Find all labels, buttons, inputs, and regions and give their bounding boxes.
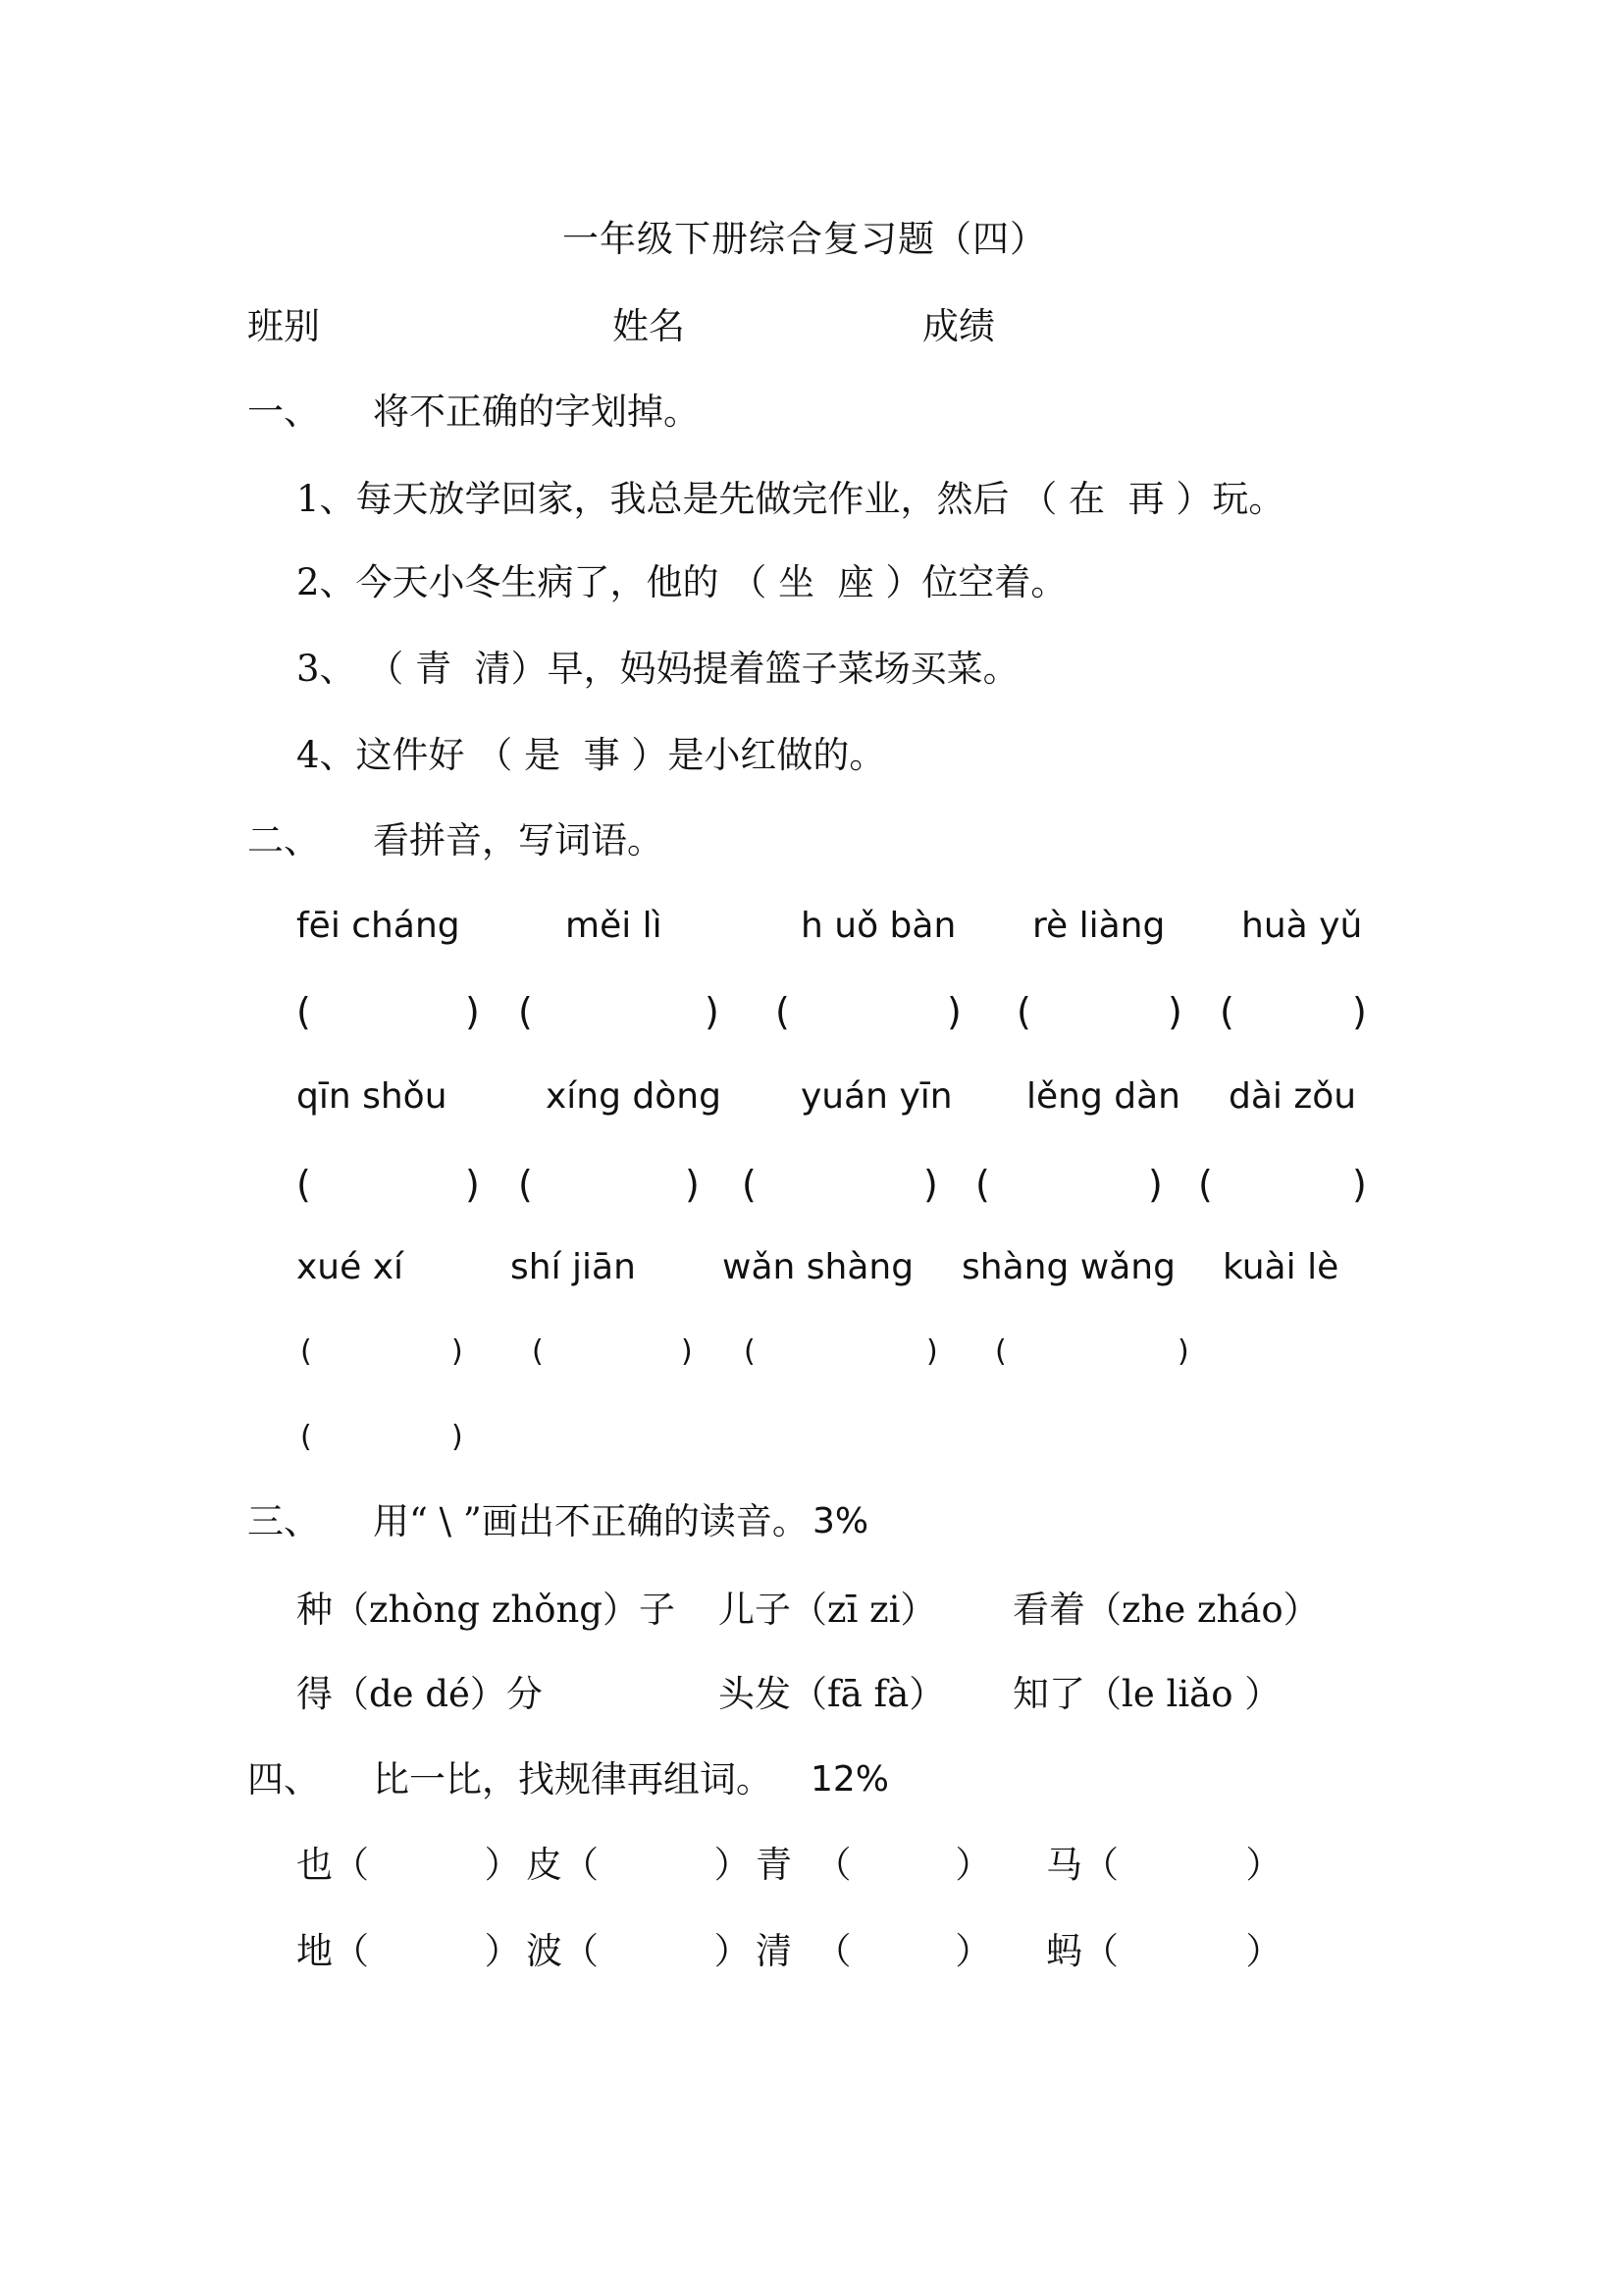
reading-item: 头发（fā fà） [718, 1673, 946, 1715]
answer-blank-close: ) [465, 1163, 480, 1206]
reading-item: 儿子（zī zi） [718, 1589, 937, 1631]
pinyin-word: huà yǔ [1241, 906, 1363, 946]
name-label: 姓名 [612, 305, 685, 347]
answer-blank-open[interactable]: ( [300, 1334, 312, 1369]
score-label: 成绩 [922, 305, 995, 347]
section3-heading: 用“ \ ”画出不正确的读音。 [373, 1500, 809, 1542]
answer-blank-open[interactable]: ( [532, 1334, 544, 1369]
answer-blank-close: ) [947, 990, 962, 1033]
compare-item[interactable]: 清 （ ） [756, 1930, 992, 1972]
section1-heading: 将不正确的字划掉。 [373, 391, 700, 433]
pinyin-word: lěng dàn [1026, 1076, 1180, 1117]
compare-item[interactable]: 蚂（ ） [1046, 1930, 1283, 1972]
compare-item[interactable]: 马（ ） [1046, 1844, 1283, 1886]
answer-blank-open[interactable]: ( [975, 1163, 990, 1206]
answer-blank-open[interactable]: ( [1220, 990, 1234, 1033]
answer-blank-open[interactable]: ( [300, 1420, 312, 1454]
compare-item[interactable]: 皮（ ） [526, 1844, 751, 1886]
answer-blank-close: ) [1352, 1163, 1367, 1206]
pinyin-word: qīn shǒu [296, 1076, 447, 1117]
class-label: 班别 [247, 305, 320, 347]
answer-blank-close: ) [1148, 1163, 1163, 1206]
reading-item: 得（de dé）分 [296, 1673, 543, 1715]
section3-number: 三、 [247, 1500, 320, 1542]
compare-item[interactable]: 青 （ ） [756, 1844, 992, 1886]
section4-score: 12% [811, 1759, 890, 1800]
page-title: 一年级下册综合复习题（四） [562, 218, 1047, 260]
pinyin-word: dài zǒu [1229, 1076, 1357, 1117]
section2-heading: 看拼音，写词语。 [373, 819, 663, 861]
answer-blank-close: ) [451, 1334, 463, 1369]
answer-blank-close: ) [926, 1334, 938, 1369]
section3-score: 3% [812, 1501, 869, 1541]
answer-blank-close: ) [1168, 990, 1182, 1033]
pinyin-word: shí jiān [510, 1247, 636, 1287]
answer-blank-open[interactable]: ( [296, 990, 311, 1033]
pinyin-word: fēi cháng [296, 906, 460, 946]
answer-blank-open[interactable]: ( [1017, 990, 1031, 1033]
answer-blank-close: ) [685, 1163, 700, 1206]
section1-item-1: 1、每天放学回家，我总是先做完作业，然后 （ 在 再 ）玩。 [296, 478, 1285, 520]
reading-item: 看着（zhe zháo） [1013, 1589, 1320, 1631]
reading-item: 知了（le liǎo ） [1013, 1673, 1282, 1715]
answer-blank-open[interactable]: ( [1198, 1163, 1213, 1206]
answer-blank-open[interactable]: ( [518, 1163, 533, 1206]
pinyin-word: kuài lè [1223, 1247, 1339, 1287]
answer-blank-open[interactable]: ( [775, 990, 790, 1033]
answer-blank-open[interactable]: ( [518, 990, 533, 1033]
compare-item[interactable]: 地（ ） [296, 1930, 521, 1972]
answer-blank-open[interactable]: ( [296, 1163, 311, 1206]
section2-number: 二、 [247, 819, 320, 861]
pinyin-word: yuán yīn [801, 1076, 953, 1117]
pinyin-word: wǎn shàng [722, 1247, 915, 1287]
answer-blank-close: ) [465, 990, 480, 1033]
answer-blank-open[interactable]: ( [742, 1163, 757, 1206]
pinyin-word: xué xí [296, 1247, 404, 1287]
section1-item-2: 2、今天小冬生病了，他的 （ 坐 座 ）位空着。 [296, 561, 1068, 603]
answer-blank-close: ) [923, 1163, 938, 1206]
answer-blank-close: ) [451, 1420, 463, 1454]
reading-item: 种（zhòng zhǒng）子 [296, 1589, 675, 1631]
answer-blank-close: ) [1352, 990, 1367, 1033]
pinyin-word: shàng wǎng [962, 1247, 1176, 1287]
compare-item[interactable]: 波（ ） [526, 1930, 751, 1972]
section4-number: 四、 [247, 1758, 320, 1800]
answer-blank-close: ) [1178, 1334, 1189, 1369]
answer-blank-open[interactable]: ( [995, 1334, 1007, 1369]
pinyin-word: h uǒ bàn [801, 906, 957, 946]
pinyin-word: měi lì [565, 906, 662, 946]
answer-blank-close: ) [681, 1334, 693, 1369]
section1-number: 一、 [247, 391, 320, 433]
pinyin-word: xíng dòng [546, 1076, 721, 1117]
answer-blank-open[interactable]: ( [744, 1334, 756, 1369]
section1-item-3: 3、 （ 青 清）早，妈妈提着篮子菜场买菜。 [296, 648, 1020, 690]
section4-heading: 比一比，找规律再组词。 [373, 1758, 772, 1800]
section1-item-4: 4、这件好 （ 是 事 ）是小红做的。 [296, 734, 886, 776]
answer-blank-close: ) [705, 990, 719, 1033]
pinyin-word: rè liàng [1032, 906, 1166, 946]
compare-item[interactable]: 也（ ） [296, 1844, 521, 1886]
